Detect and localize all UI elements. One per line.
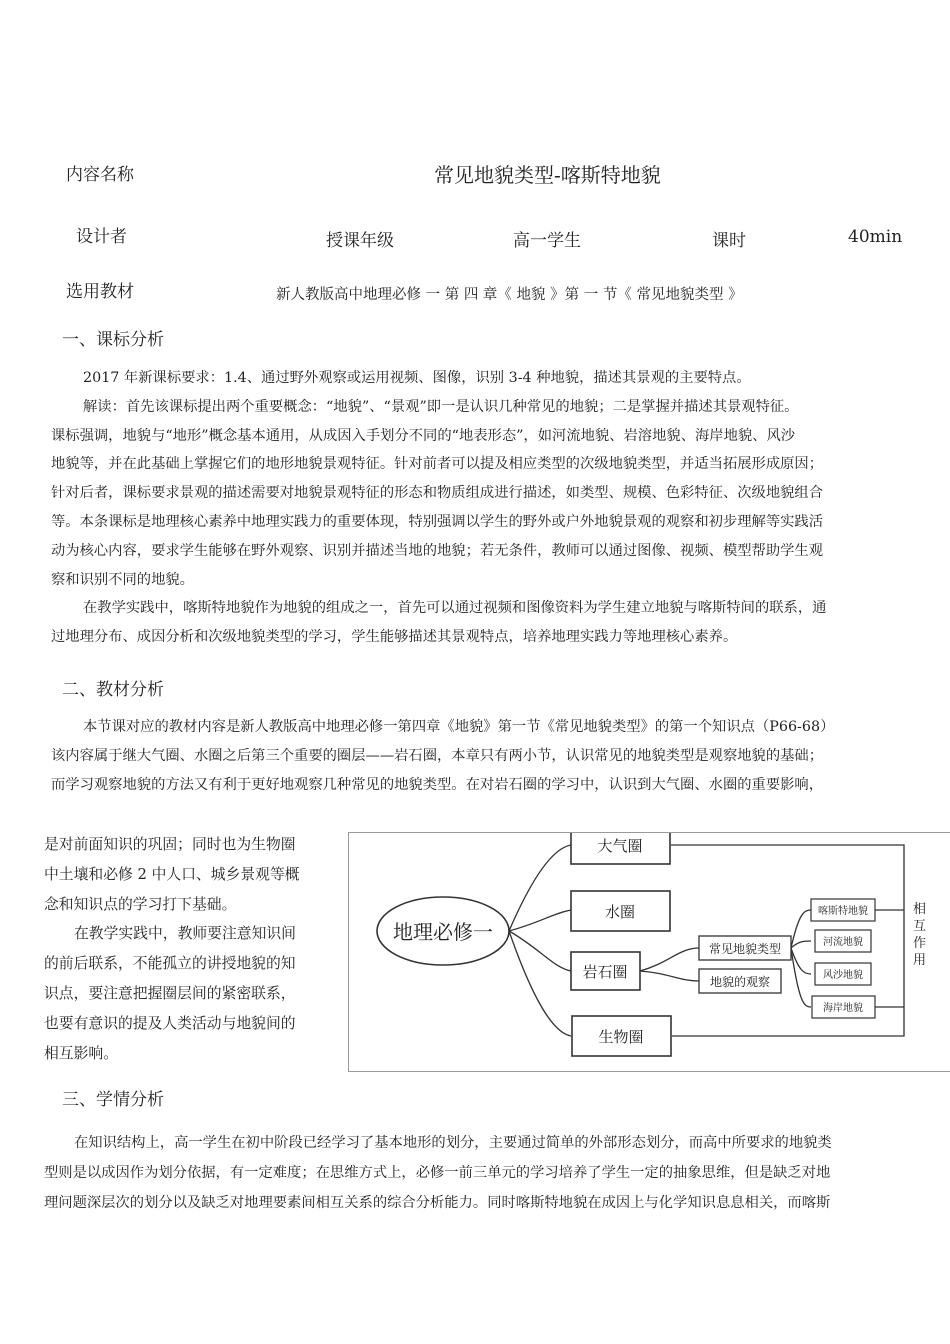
interaction-label: 相 — [913, 902, 927, 917]
type-node-label: 海岸地貌 — [823, 1003, 863, 1014]
sphere-label: 水圈 — [604, 903, 636, 921]
textbook-label: 选用教材 — [66, 282, 134, 302]
content-name-value: 常见地貌类型-喀斯特地貌 — [434, 163, 661, 187]
sub-node-label: 地貌的观察 — [709, 975, 771, 989]
root-node-label: 地理必修一 — [393, 920, 493, 944]
textbook-value: 新人教版高中地理必修 一 第 四 章《 地貌 》第 一 节《 常见地貌类型 》 — [276, 287, 743, 303]
grade-value: 高一学生 — [513, 231, 581, 251]
textbook-paragraph-wrap: 是对前面知识的巩固；同时也为生物圈 中土壤和必修 2 中人口、城乡景观等概 念和知识点的学习打下基础。 在教学实践中，教师要注意知识间 的前后联系，不能孤立的讲授地貌的知 识点，要注意把握圈层间的紧密联系， 也要有意识的提及人类活动与地貌间的 相互影响。 — [44, 836, 300, 1062]
earth-spheres-diagram — [348, 832, 950, 1072]
interaction-label: 用 — [913, 953, 927, 968]
section-heading-learners: 三、学情分析 — [62, 1090, 164, 1110]
learners-paragraph: 在知识结构上，高一学生在初中阶段已经学习了基本地形的划分，主要通过简单的外部形态划分，而高中所要求的地貌类 型则是以成因作为划分依据，有一定难度；在思维方式上，必修一前三单元的学习培养了学生一定的抽象思维，但是缺乏对地 理问题深层次的划分以及缺乏对地理要素间相互关系的综合分析能力。同时喀斯特地貌在成因上与化学知识息息相关，而喀斯 — [44, 1135, 832, 1211]
content-name-label: 内容名称 — [66, 165, 134, 185]
section-heading-curriculum: 一、课标分析 — [62, 330, 164, 350]
sphere-label: 岩石圈 — [582, 963, 628, 981]
textbook-paragraph: 本节课对应的教材内容是新人教版高中地理必修一第四章《地貌》第一节《常见地貌类型》的第一个知识点（P66-68） 该内容属于继大气圈、水圈之后第三个重要的圈层——岩石圈，本章只有两小节，认识常见的地貌类型是观察地貌的基础； 而学习观察地貌的方法又有利于更好地观察几种常见的地貌类型。在对岩石圈的学习中，认识到大气圈、水圈的重要影响， — [51, 719, 835, 793]
type-node-label: 河流地貌 — [823, 937, 863, 948]
interaction-label: 作 — [913, 936, 927, 951]
interaction-label: 互 — [913, 919, 927, 934]
sphere-label: 生物圈 — [598, 1028, 644, 1046]
type-node-label: 喀斯特地貌 — [818, 906, 868, 917]
curriculum-paragraph: 2017 年新课标要求：1.4、通过野外观察或运用视频、图像，识别 3-4 种地貌，描述其景观的主要特点。 解读：首先该课标提出两个重要概念：“地貌”、“景观”即一是认识几种常见的地貌；二是掌握并描述其景观特征。 课标强调，地貌与“地形”概念基本通用，从成因入手划分不同的“地表形态”，如河流地貌、岩溶地貌、海岸地貌、风沙 地貌等，并在此基础上掌握它们的地形地貌景观特征。针对前者可以提及相应类型的次级地貌类型，并适当拓展形成原因； 针对后者，课标要求景观的描述需要对地貌景观特征的形态和物质组成进行描述，如类型、规模、色彩特征、次级地貌组合 等。本条课标是地理核心素养中地理实践力的重要体现，特别强调以学生的野外或户外地貌景观的观察和初步理解等实践活 动为核心内容，要求学生能够在野外观察、识别并描述当地的地貌；若无条件，教师可以通过图像、视频、模型帮助学生观 察和识别不同的地貌。 在教学实践中，喀斯特地貌作为地貌的组成之一，首先可以通过视频和图像资料为学生建立地貌与喀斯特间的联系，通 过地理分布、成因分析和次级地貌类型的学习，学生能够描述其景观特点，培养地理实践力等地理核心素养。 — [51, 370, 827, 646]
hours-value: 40min — [848, 227, 903, 247]
sub-node-label: 常见地貌类型 — [708, 942, 782, 956]
grade-label: 授课年级 — [326, 231, 394, 251]
sphere-label: 大气圈 — [597, 837, 643, 855]
type-node-label: 风沙地貌 — [823, 970, 863, 981]
hours-label: 课时 — [712, 231, 746, 251]
designer-label: 设计者 — [76, 227, 127, 247]
section-heading-textbook: 二、教材分析 — [62, 680, 164, 700]
